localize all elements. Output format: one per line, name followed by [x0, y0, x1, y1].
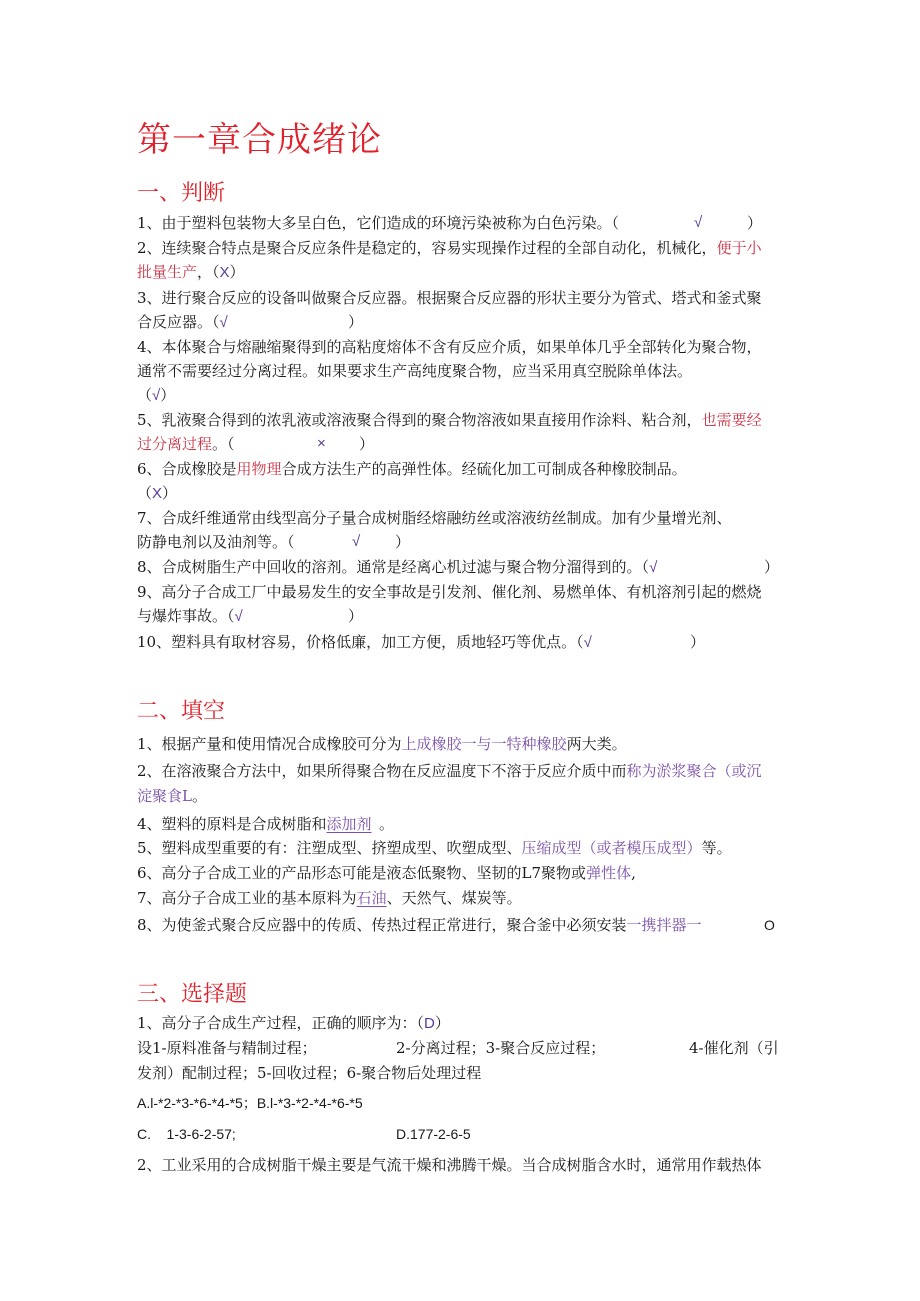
question-text: 4、塑料的原料是合成树脂和 [137, 815, 327, 833]
question-text: 两大类。 [566, 735, 627, 753]
section-heading-judgment: 一、判断 [137, 181, 226, 206]
question-text: 4-催化剂（引 [689, 1039, 779, 1057]
judgment-q10 [137, 631, 706, 654]
question-text: , [631, 864, 636, 882]
answer-text: 上成橡胶一与一特种橡胶 [401, 735, 567, 753]
answer-open: ，（ [197, 263, 220, 281]
answer-close: ） [162, 484, 178, 502]
answer-mark: √ [583, 634, 592, 651]
question-text: 5、塑料成型重要的有：注塑成型、挤塑成型、吹塑成型、 [137, 839, 522, 857]
choice-c1-stem [137, 1012, 450, 1035]
choice-c1-line3: 发剂）配制过程；5-回收过程；6-聚合物后处理过程 [137, 1064, 482, 1082]
fill-f5 [137, 837, 732, 859]
answer-mark: × [317, 435, 326, 452]
judgment-q5-line2 [137, 433, 375, 455]
fill-f7 [137, 887, 522, 909]
answer-open: 。（ [212, 435, 235, 453]
section-heading-fill-in: 二、填空 [137, 699, 226, 724]
answer-close: ） [747, 214, 763, 232]
question-text: 8、合成树脂生产中回收的溶剂。通常是经离心机过滤与聚合物分溜得到的。（ [137, 558, 650, 576]
answer-text: 淀聚食L [137, 787, 192, 805]
answer-close: ） [348, 313, 364, 331]
question-text: 合成方法生产的高弹性体。经硫化加工可制成各种橡胶制品。 [281, 460, 687, 478]
highlighted-text: 批量生产 [137, 263, 198, 281]
question-text: 2-分离过程；3-聚合反应过程； [396, 1039, 606, 1057]
highlighted-text: 便于小 [716, 239, 762, 257]
judgment-q7-line1: 7、合成纤维通常由线型高分子量合成树脂经熔融纺丝或溶液纺丝制成。加有少量增光剂、 [137, 509, 732, 527]
fill-f6 [137, 862, 636, 884]
section-heading-choice: 三、选择题 [137, 982, 248, 1007]
choice-c1-options-cd [137, 1123, 537, 1145]
question-text: 8、为使釜式聚合反应器中的传质、传热过程正常进行，聚合釜中必须安装 [137, 916, 627, 934]
answer-close: ） [229, 263, 245, 281]
judgment-q5-line1 [137, 409, 762, 431]
answer-open: （ [137, 484, 153, 502]
fill-f1 [137, 733, 627, 755]
question-text: 。 [379, 815, 395, 833]
answer-close: ） [348, 607, 364, 625]
question-text: 合反应器。（ [137, 313, 220, 331]
question-text: 2、在溶液聚合方法中，如果所得聚合物在反应温度下不溶于反应介质中而 [137, 762, 627, 780]
question-text: 等。 [701, 839, 732, 857]
highlighted-text: 用物理 [236, 460, 282, 478]
answer-close: ） [160, 386, 176, 404]
fill-f4 [137, 813, 395, 835]
choice-c2-stem: 2、工业采用的合成树脂干燥主要是气流干燥和沸腾干燥。当合成树脂含水时，通常用作载热体 [137, 1156, 762, 1174]
judgment-q3-line2 [137, 311, 364, 334]
question-text: O [764, 917, 775, 933]
question-text: 6、高分子合成工业的产品形态可能是液态低聚物、坚韧的L7聚物或 [137, 864, 587, 882]
option-d: D.177-2-6-5 [396, 1126, 471, 1142]
answer-mark: √ [694, 214, 703, 231]
judgment-q3-line1: 3、进行聚合反应的设备叫做聚合反应器。根据聚合反应器的形状主要分为管式、塔式和釜式聚 [137, 289, 762, 307]
answer-mark: √ [152, 387, 161, 404]
answer-mark: X [219, 264, 230, 281]
answer-text: 添加剂 [326, 815, 372, 833]
judgment-q6-line2 [137, 482, 177, 505]
answer-close: ） [764, 558, 780, 576]
question-text: 5、乳液聚合得到的浓乳液或溶液聚合得到的聚合物溶液如果直接用作涂料、粘合剂， [137, 411, 702, 429]
question-text: 。 [191, 787, 207, 805]
judgment-q4-line1: 4、本体聚合与熔融缩聚得到的高粘度熔体不含有反应介质，如果单体几乎全部转化为聚合物， [137, 338, 762, 356]
answer-text: 一携拌器一 [626, 916, 702, 934]
question-text: 6、合成橡胶是 [137, 460, 237, 478]
judgment-q2-line2 [137, 261, 245, 284]
answer-mark: √ [649, 559, 658, 576]
judgment-q7-line2 [137, 531, 411, 553]
highlighted-text: 过分离过程 [137, 435, 213, 453]
judgment-q2-line1 [137, 237, 762, 259]
fill-f2-line1 [137, 760, 762, 782]
question-text: 、天然气、煤炭等。 [386, 889, 522, 907]
answer-close: ） [434, 1014, 450, 1032]
answer-mark: √ [219, 314, 228, 331]
answer-text: 称为淤浆聚合（或沉 [626, 762, 762, 780]
question-text: 7、高分子合成工业的基本原料为 [137, 889, 357, 907]
judgment-q8 [137, 556, 780, 579]
judgment-q1 [137, 212, 763, 234]
answer-mark: X [152, 485, 163, 502]
answer-mark: √ [352, 533, 361, 550]
answer-text: 石油 [356, 889, 387, 907]
answer-close: ） [359, 435, 375, 453]
answer-open: （ [137, 386, 153, 404]
question-text: 1、根据产量和使用情况合成橡胶可分为 [137, 735, 402, 753]
judgment-q9-line1: 9、高分子合成工厂中最易发生的安全事故是引发剂、催化剂、易燃单体、有机溶剂引起的燃烧 [137, 583, 762, 601]
judgment-q9-line2 [137, 605, 364, 628]
question-text: 防静电剂以及油剂等。（ [137, 533, 295, 551]
fill-f2-line2 [137, 785, 207, 807]
judgment-q4-line3 [137, 384, 175, 407]
judgment-q6-line1 [137, 458, 687, 480]
answer-mark: √ [234, 608, 243, 625]
question-text: 设1-原料准备与精制过程； [137, 1039, 317, 1057]
highlighted-text: 也需要经 [701, 411, 762, 429]
fill-f8 [137, 914, 775, 936]
answer-close: ） [690, 633, 706, 651]
answer-close: ） [395, 533, 411, 551]
answer-text: D [424, 1015, 435, 1032]
judgment-q4-line2: 通常不需要经过分离过程。如果要求生产高纯度聚合物，应当采用真空脱除单体法。 [137, 362, 693, 380]
question-text: 1、高分子合成生产过程，正确的顺序为：（ [137, 1014, 425, 1032]
answer-text: 压缩成型（或者模压成型） [521, 839, 702, 857]
question-text: 与爆炸事故。（ [137, 607, 235, 625]
question-text: 2、连续聚合特点是聚合反应条件是稳定的，容易实现操作过程的全部自动化，机械化， [137, 239, 717, 257]
question-text: 1、由于塑料包装物大多呈白色，它们造成的环境污染被称为白色污染。（ [137, 214, 620, 232]
answer-text: 弹性体 [586, 864, 632, 882]
question-text: 10、塑料具有取材容易，价格低廉，加工方便，质地轻巧等优点。（ [137, 633, 584, 651]
choice-c1-line2 [137, 1037, 784, 1059]
option-c: C. 1-3-6-2-57; [137, 1126, 236, 1142]
page-title: 第一章合成绪论 [137, 120, 382, 160]
choice-c1-options-ab: A.l-*2-*3-*6-*4-*5；B.l-*3-*2-*4-*6-*5 [137, 1095, 363, 1111]
